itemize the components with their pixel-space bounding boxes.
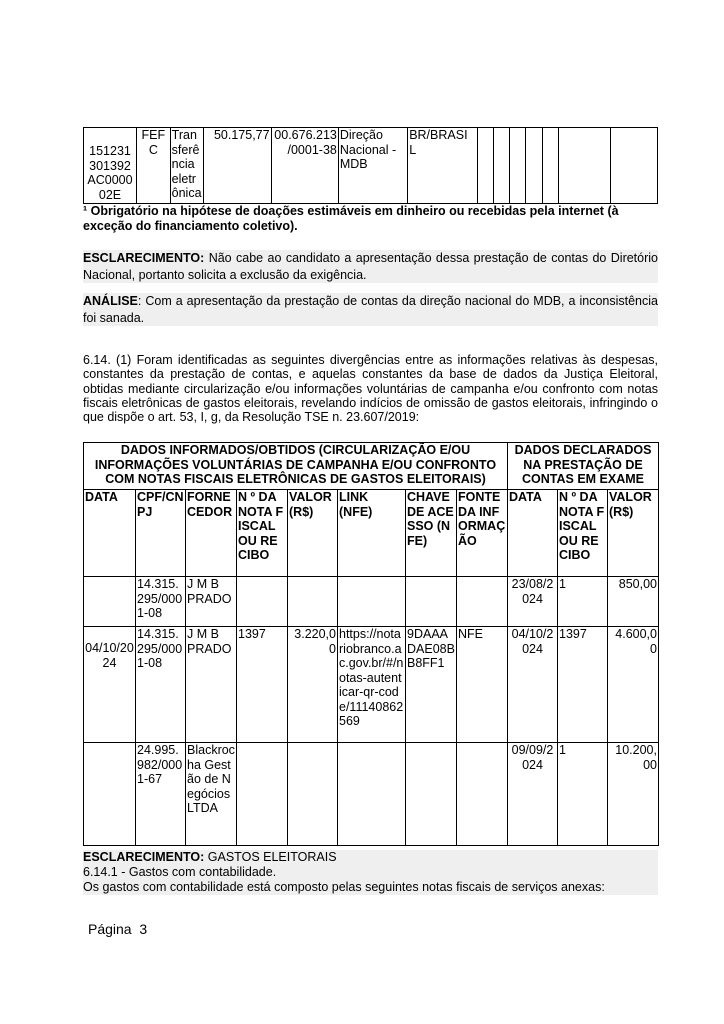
clarification-label: ESCLARECIMENTO:	[83, 850, 205, 864]
cell-source: NFE	[457, 627, 508, 743]
table-row	[84, 128, 658, 204]
cell-supplier: J M B PRADO	[186, 627, 237, 743]
donation-type: Tran sferê ncia eletr ônica	[170, 128, 204, 204]
col-header: CHAVE DE ACESSO (NFE)	[406, 490, 457, 577]
col-header: CPF/CNPJ	[136, 490, 186, 577]
divergences-table	[83, 442, 659, 846]
donation-source: FEF C	[137, 128, 171, 204]
empty-cell	[477, 128, 493, 204]
col-header: N º DA NOTA FISCAL OU RECIBO	[558, 490, 608, 577]
cell-declared-value: 850,00	[608, 577, 659, 627]
cell-source	[457, 743, 508, 846]
cell-invoice: 1397	[237, 627, 288, 743]
empty-cell	[611, 128, 658, 204]
donor-country: BR/BRASI L	[408, 128, 477, 204]
cell-key	[406, 577, 457, 627]
clarification-line: Os gastos com contabilidade está composto pelas seguintes notas fiscais de serviços anexas:	[83, 880, 605, 894]
col-header: DATA	[508, 490, 558, 577]
donor-cnpj: 00.676.213 /0001-38	[271, 128, 338, 204]
page-number: Página 3	[88, 921, 148, 937]
analysis-text: : Com a apresentação da prestação de contas da direção nacional do MDB, a inconsistência foi sanada.	[83, 294, 658, 325]
header-declared-data: DADOS DECLARADOS NA PRESTAÇÃO DE CONTAS EM EXAME	[508, 443, 659, 490]
header-obtained-data: DADOS INFORMADOS/OBTIDOS (CIRCULARIZAÇÃO E/OU INFORMAÇÕES VOLUNTÁRIAS DE CAMPANHA E/OU CONFRONTO COM NOTAS FISCAIS ELETRÔNICAS DE GASTOS ELEITORAIS)	[84, 443, 508, 490]
cell-declared-date: 23/08/2024	[508, 577, 558, 627]
footnote: ¹ Obrigatório na hipótese de doações estimáveis em dinheiro ou recebidas pela internet (à exceção do financiamento coletivo).	[83, 204, 619, 233]
donations-table	[83, 127, 658, 204]
cell-date: 04/10/2024	[84, 627, 136, 743]
col-header: FORNECEDOR	[186, 490, 237, 577]
clarification-label: ESCLARECIMENTO:	[83, 251, 205, 265]
cell-link	[338, 577, 406, 627]
cell-cnpj: 24.995.982/0001-67	[136, 743, 186, 846]
clarification-block	[83, 250, 658, 283]
cell-declared-invoice: 1397	[558, 627, 608, 743]
clarification-title: GASTOS ELEITORAIS	[204, 850, 337, 864]
cell-invoice	[237, 577, 288, 627]
empty-cell	[526, 128, 542, 204]
section-paragraph: 6.14. (1) Foram identificadas as seguintes divergências entre as informações relativas às despesas, constantes da prestação de contas, e aquelas constantes da base de dados da Justiça Eleitoral, obtidas mediante circularização e/ou informações voluntárias de campanha e/ou confronto com notas fiscais eletrônicas de gastos eleitorais, revelando indícios de omissão de gastos eleitorais, infringindo o que dispõe o art. 53, I, g, da Resolução TSE n. 23.607/2019:	[83, 353, 658, 425]
cell-cnpj: 14.315.295/0001-08	[136, 577, 186, 627]
cell-declared-value: 4.600,00	[608, 627, 659, 743]
cell-date	[84, 743, 136, 846]
empty-cell	[542, 128, 558, 204]
cell-date	[84, 577, 136, 627]
empty-cell	[510, 128, 526, 204]
col-header: LINK (NFE)	[338, 490, 406, 577]
cell-supplier: Blackrocha Gestão de Negócios LTDA	[186, 743, 237, 846]
cell-supplier: J M B PRADO	[186, 577, 237, 627]
table-row	[84, 577, 659, 627]
table-header-row	[84, 443, 659, 490]
cell-declared-date: 09/09/2024	[508, 743, 558, 846]
analysis-block	[83, 293, 658, 326]
donation-value: 50.175,77	[204, 128, 271, 204]
donation-id: 151231 301392 AC0000 02E	[84, 128, 137, 204]
clarification-text: Não cabe ao candidato a apresentação dessa prestação de contas do Diretório Nacional, portanto solicita a exclusão da exigência.	[83, 251, 658, 282]
cell-link	[338, 743, 406, 846]
col-header: DATA	[84, 490, 136, 577]
donor-name: Direção Nacional - MDB	[338, 128, 407, 204]
clarification-heading	[83, 850, 658, 865]
cell-value	[288, 743, 338, 846]
clarification-block-expenses	[83, 850, 658, 895]
table-row	[84, 627, 659, 743]
cell-declared-date: 04/10/2024	[508, 627, 558, 743]
cell-declared-invoice: 1	[558, 577, 608, 627]
cell-value: 3.220,00	[288, 627, 338, 743]
cell-link[interactable]: https://notariobranco.ac.gov.br/#/notas-autenticar-qr-code/11140862569	[338, 627, 406, 743]
col-header: VALOR (R$)	[288, 490, 338, 577]
cell-cnpj: 14.315.295/0001-08	[136, 627, 186, 743]
column-header-row	[84, 490, 659, 577]
col-header: N º DA NOTA FISCAL OU RECIBO	[237, 490, 288, 577]
col-header: FONTE DA INFORMAÇÃO	[457, 490, 508, 577]
clarification-line: 6.14.1 - Gastos com contabilidade.	[83, 865, 277, 879]
table-row	[84, 743, 659, 846]
analysis-label: ANÁLISE	[83, 294, 138, 308]
cell-source	[457, 577, 508, 627]
cell-key: 9DAAADAE08BB8FF1	[406, 627, 457, 743]
empty-cell	[493, 128, 509, 204]
empty-cell	[559, 128, 611, 204]
cell-declared-invoice: 1	[558, 743, 608, 846]
cell-invoice	[237, 743, 288, 846]
cell-value	[288, 577, 338, 627]
cell-key	[406, 743, 457, 846]
col-header: VALOR (R$)	[608, 490, 659, 577]
cell-declared-value: 10.200,00	[608, 743, 659, 846]
